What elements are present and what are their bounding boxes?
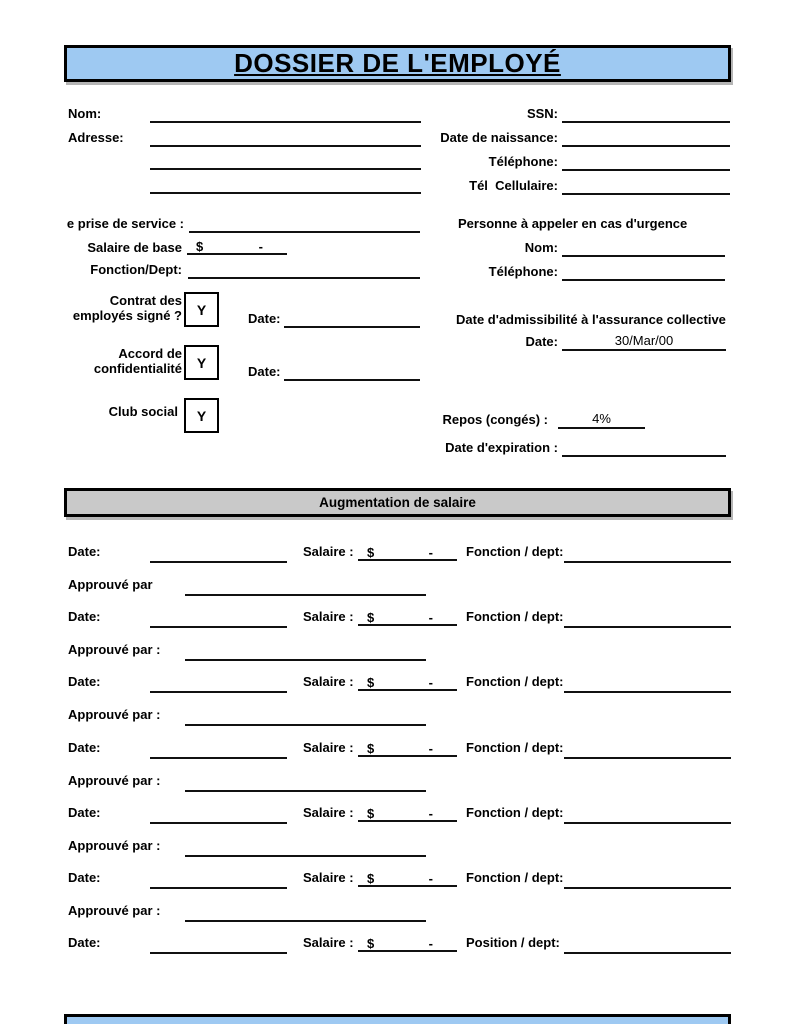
salaire-input-line[interactable]	[358, 806, 457, 822]
salary-row	[0, 609, 794, 671]
salaire-input-line[interactable]	[358, 545, 457, 561]
dept-input-line[interactable]	[564, 675, 731, 693]
dept-label: Fonction / dept:	[466, 674, 564, 689]
approved-label: Approuvé par :	[68, 642, 161, 657]
salaire-input-line[interactable]	[358, 741, 457, 757]
dept-input-line[interactable]	[564, 936, 731, 954]
naissance-input-line[interactable]	[562, 129, 730, 147]
contrat-date-input-line[interactable]	[284, 310, 420, 328]
dept-input-line[interactable]	[564, 610, 731, 628]
dash: -	[428, 675, 433, 690]
contrat-date-label: Date:	[248, 311, 281, 326]
urgence-telephone-input-line[interactable]	[562, 263, 725, 281]
dash: -	[428, 545, 433, 560]
currency-symbol: $	[367, 545, 375, 560]
urgence-heading: Personne à appeler en cas d'urgence	[458, 216, 688, 231]
dept-label: Fonction / dept:	[466, 870, 564, 885]
date-input-line[interactable]	[150, 806, 287, 824]
currency-symbol: $	[196, 239, 204, 254]
date-label: Date:	[68, 935, 101, 950]
naissance-label: Date de naissance:	[440, 130, 558, 145]
currency-symbol: $	[367, 936, 375, 951]
dept-label: Fonction / dept:	[466, 740, 564, 755]
salaire-input-line[interactable]	[358, 610, 457, 626]
approved-label: Approuvé par :	[68, 707, 161, 722]
accord-date-label: Date:	[248, 364, 281, 379]
ssn-input-line[interactable]	[562, 105, 730, 123]
dept-label: Fonction / dept:	[466, 805, 564, 820]
dash: -	[428, 741, 433, 756]
dept-label: Position / dept:	[466, 935, 560, 950]
salaire-input-line[interactable]	[358, 675, 457, 691]
salary-row	[0, 740, 794, 802]
adresse-label: Adresse:	[68, 130, 124, 145]
approved-input-line[interactable]	[185, 774, 426, 792]
salaire-label: Salaire :	[303, 935, 354, 950]
approved-label: Approuvé par :	[68, 773, 161, 788]
accord-label-line2: confidentialité	[93, 361, 182, 376]
repos-label: Repos (congés) :	[442, 412, 548, 427]
expiration-input-line[interactable]	[562, 439, 726, 457]
accord-value: Y	[196, 354, 207, 371]
club-social-label: Club social	[108, 404, 178, 419]
prise-service-input-line[interactable]	[189, 215, 420, 233]
approved-input-line[interactable]	[185, 708, 426, 726]
adresse-input-line-1[interactable]	[150, 129, 421, 147]
assurance-date-value: 30/Mar/00	[614, 333, 674, 348]
fonction-label: Fonction/Dept:	[90, 262, 182, 277]
dept-input-line[interactable]	[564, 741, 731, 759]
currency-symbol: $	[367, 871, 375, 886]
salaire-label: Salaire :	[303, 674, 354, 689]
date-label: Date:	[68, 870, 101, 885]
approved-label: Approuvé par	[68, 577, 153, 592]
telephone-input-line[interactable]	[562, 153, 730, 171]
salary-increase-heading: Augmentation de salaire	[319, 495, 476, 510]
club-social-value: Y	[196, 407, 207, 424]
approved-label: Approuvé par :	[68, 838, 161, 853]
date-input-line[interactable]	[150, 545, 287, 563]
currency-symbol: $	[367, 610, 375, 625]
accord-date-input-line[interactable]	[284, 363, 420, 381]
accord-checkbox[interactable]	[184, 345, 219, 380]
date-input-line[interactable]	[150, 675, 287, 693]
date-input-line[interactable]	[150, 741, 287, 759]
approved-input-line[interactable]	[185, 839, 426, 857]
ssn-label: SSN:	[526, 106, 558, 121]
dash: -	[428, 871, 433, 886]
approved-input-line[interactable]	[185, 578, 426, 596]
dash: -	[428, 936, 433, 951]
salary-row	[0, 870, 794, 932]
nom-label: Nom:	[68, 106, 102, 121]
date-label: Date:	[68, 805, 101, 820]
urgence-nom-label: Nom:	[524, 240, 558, 255]
next-section-bar-partial	[64, 1014, 731, 1024]
salary-row	[0, 674, 794, 736]
nom-input-line[interactable]	[150, 105, 421, 123]
dept-label: Fonction / dept:	[466, 609, 564, 624]
date-label: Date:	[68, 674, 101, 689]
form-title-bar	[64, 45, 731, 82]
contrat-signe-label-line2: employés signé ?	[72, 308, 182, 323]
salary-row	[0, 805, 794, 867]
date-input-line[interactable]	[150, 610, 287, 628]
currency-symbol: $	[367, 741, 375, 756]
dash: -	[428, 610, 433, 625]
repos-value: 4%	[592, 411, 611, 426]
fonction-input-line[interactable]	[188, 261, 420, 279]
date-label: Date:	[68, 740, 101, 755]
salaire-input-line[interactable]	[358, 871, 457, 887]
dept-input-line[interactable]	[564, 545, 731, 563]
date-input-line[interactable]	[150, 871, 287, 889]
urgence-nom-input-line[interactable]	[562, 239, 725, 257]
salaire-label: Salaire :	[303, 870, 354, 885]
dept-label: Fonction / dept:	[466, 544, 564, 559]
urgence-telephone-label: Téléphone:	[488, 264, 558, 279]
dash: -	[258, 239, 263, 254]
club-social-checkbox[interactable]	[184, 398, 219, 433]
form-title: DOSSIER DE L'EMPLOYÉ	[234, 48, 561, 78]
adresse-input-line-2[interactable]	[150, 152, 421, 170]
contrat-signe-value: Y	[196, 301, 207, 318]
telephone-label: Téléphone:	[488, 154, 558, 169]
approved-input-line[interactable]	[185, 643, 426, 661]
dash: -	[428, 806, 433, 821]
accord-label-line1: Accord de	[118, 346, 182, 361]
date-input-line[interactable]	[150, 936, 287, 954]
approved-input-line[interactable]	[185, 904, 426, 922]
salary-row	[0, 935, 794, 997]
contrat-signe-label-line1: Contrat des	[109, 293, 182, 308]
prise-service-label: e prise de service :	[66, 216, 184, 231]
assurance-date-label: Date:	[525, 334, 558, 349]
salaire-label: Salaire :	[303, 740, 354, 755]
salaire-input-line[interactable]	[358, 936, 457, 952]
salaire-label: Salaire :	[303, 544, 354, 559]
date-label: Date:	[68, 544, 101, 559]
currency-symbol: $	[367, 806, 375, 821]
salary-row	[0, 544, 794, 606]
contrat-signe-checkbox[interactable]	[184, 292, 219, 327]
currency-symbol: $	[367, 675, 375, 690]
cellulaire-label: Tél Cellulaire:	[469, 178, 558, 193]
approved-label: Approuvé par :	[68, 903, 161, 918]
adresse-input-line-3[interactable]	[150, 176, 421, 194]
salaire-base-input-line[interactable]	[187, 239, 287, 255]
salaire-label: Salaire :	[303, 609, 354, 624]
dept-input-line[interactable]	[564, 806, 731, 824]
date-label: Date:	[68, 609, 101, 624]
expiration-label: Date d'expiration :	[445, 440, 558, 455]
assurance-date-input-line[interactable]	[562, 333, 726, 351]
cellulaire-input-line[interactable]	[562, 177, 730, 195]
repos-input-line[interactable]	[558, 411, 645, 429]
dept-input-line[interactable]	[564, 871, 731, 889]
assurance-heading: Date d'admissibilité à l'assurance collective	[456, 312, 726, 327]
salaire-label: Salaire :	[303, 805, 354, 820]
salary-increase-section-header	[64, 488, 731, 517]
salaire-base-label: Salaire de base	[87, 240, 182, 255]
